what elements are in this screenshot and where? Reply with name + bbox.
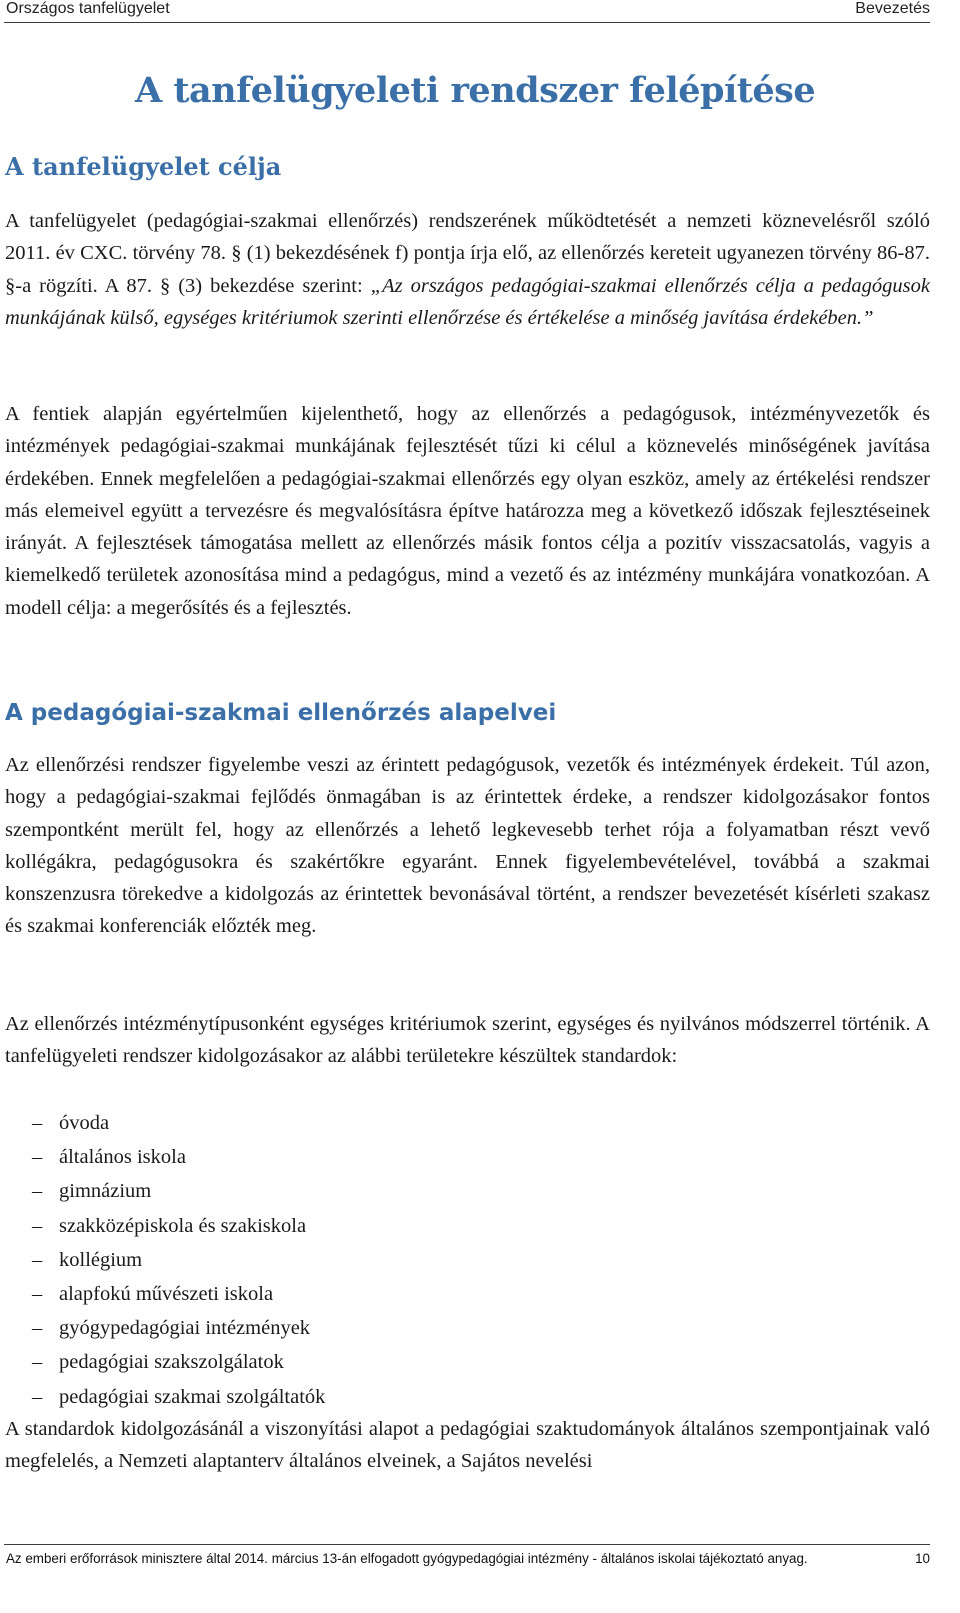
list-item bbox=[32, 1311, 325, 1345]
list-item-label: általános iskola bbox=[59, 1146, 186, 1169]
list-item bbox=[32, 1140, 325, 1174]
list-item bbox=[32, 1243, 325, 1277]
list-item-label: pedagógiai szakszolgálatok bbox=[59, 1351, 284, 1374]
page-title: A tanfelügyeleti rendszer felépítése bbox=[135, 70, 816, 111]
dash-marker: – bbox=[32, 1351, 43, 1374]
list-item-label: pedagógiai szakmai szolgáltatók bbox=[59, 1385, 326, 1408]
dash-marker: – bbox=[32, 1214, 43, 1237]
page-header bbox=[4, 0, 930, 23]
dash-marker: – bbox=[32, 1112, 43, 1134]
list-item bbox=[32, 1380, 325, 1414]
dash-marker: – bbox=[32, 1146, 43, 1169]
header-left: Országos tanfelügyelet bbox=[6, 0, 170, 17]
list-item bbox=[32, 1209, 325, 1243]
list-item-label: kollégium bbox=[59, 1248, 143, 1271]
paragraph-standards-basis: A standardok kidolgozásánál a viszonyítási alapot a pedagógiai szaktudományok általános szempontjainak való megfelelés, a Nemzeti alaptanterv általános elveinek, a Sajátos nevelési bbox=[5, 1418, 930, 1473]
list-item-label: alapfokú művészeti iskola bbox=[59, 1283, 274, 1306]
page-number: 10 bbox=[915, 1551, 930, 1566]
section-heading-goal: A tanfelügyelet célja bbox=[5, 152, 282, 181]
list-item-label: gyógypedagógiai intézmények bbox=[59, 1317, 311, 1340]
paragraph-goals: A fentiek alapján egyértelműen kijelenthető, hogy az ellenőrzés a pedagógusok, intézményvezetők és intézmények pedagógiai-szakmai munkájának fejlesztését tűzi ki célul a köznevelés minőségének javítása érdekében. Ennek megfelelően a pedagógiai-szakmai ellenőrzés egy olyan eszköz, amely az értékelési rendszer más elemeivel együtt a tervezésre és megvalósításra építve határozza meg a következő időszak fejlesztéseinek irányát. A fejlesztések támogatása mellett az ellenőrzés másik fontos célja a pozitív visszacsatolás, vagyis a kiemelkedő területek azonosítása mind a pedagógus, mind a vezető és az intézmény munkájára vonatkozóan. A modell célja: a megerősítés és a fejlesztés. bbox=[5, 403, 930, 619]
list-item bbox=[32, 1277, 325, 1311]
list-item bbox=[32, 1174, 325, 1208]
section-heading-principles: A pedagógiai-szakmai ellenőrzés alapelvei bbox=[5, 700, 557, 726]
list-item-label: gimnázium bbox=[59, 1180, 152, 1203]
paragraph-intro-text: A tanfelügyelet (pedagógiai-szakmai ellenőrzés) rendszerének működtetését a nemzeti köznevelésről szóló 2011. év CXC. törvény 78. § (1) bekezdésének f) pontja írja elő, az ellenőrzés kereteit ugyanezen törvény 86-87. §-a rögzíti. A 87. § (3) bekezdése szerint: bbox=[5, 210, 930, 297]
footer-text: Az emberi erőforrások minisztere által 2014. március 13-án elfogadott gyógypedagógiai intézmény - általános iskolai tájékoztató anyag. bbox=[6, 1551, 808, 1566]
law-quote: „Az országos pedagógiai-szakmai ellenőrzés célja a pedagógusok munkájának külső, egységes kritériumok szerinti ellenőrzése és értékelése a minőség javítása érdekében.” bbox=[5, 274, 930, 329]
list-item bbox=[32, 1106, 325, 1140]
list-item-label: szakközépiskola és szakiskola bbox=[59, 1214, 307, 1237]
header-right: Bevezetés bbox=[855, 0, 930, 17]
standards-list bbox=[32, 1106, 325, 1414]
dash-marker: – bbox=[32, 1248, 43, 1271]
dash-marker: – bbox=[32, 1385, 43, 1408]
paragraph-intro bbox=[5, 205, 930, 334]
paragraph-standards: Az ellenőrzés intézménytípusonként egységes kritériumok szerint, egységes és nyilvános módszerrel történik. A tanfelügyeleti rendszer kidolgozásakor az alábbi területekre készültek standardok: bbox=[5, 1013, 930, 1068]
dash-marker: – bbox=[32, 1180, 43, 1203]
list-item bbox=[32, 1345, 325, 1379]
dash-marker: – bbox=[32, 1317, 43, 1340]
list-item-label: óvoda bbox=[59, 1112, 110, 1134]
dash-marker: – bbox=[32, 1283, 43, 1306]
paragraph-principles: Az ellenőrzési rendszer figyelembe veszi az érintett pedagógusok, vezetők és intézmények érdekeit. Túl azon, hogy a pedagógiai-szakmai fejlődés önmagában is az érintettek érdeke, a rendszer kidolgozásakor fontos szempontként merült fel, hogy az ellenőrzés a lehető legkevesebb terhet rója a folyamatban részt vevő kollégákra, pedagógusokra és szakértőkre egyaránt. Ennek figyelembevételével, továbbá a szakmai konszenzusra törekedve a kidolgozás az érintettek bevonásával történt, a rendszer bevezetését kísérleti szakasz és szakmai konferenciák előzték meg. bbox=[5, 754, 930, 938]
page-footer bbox=[4, 1544, 930, 1569]
